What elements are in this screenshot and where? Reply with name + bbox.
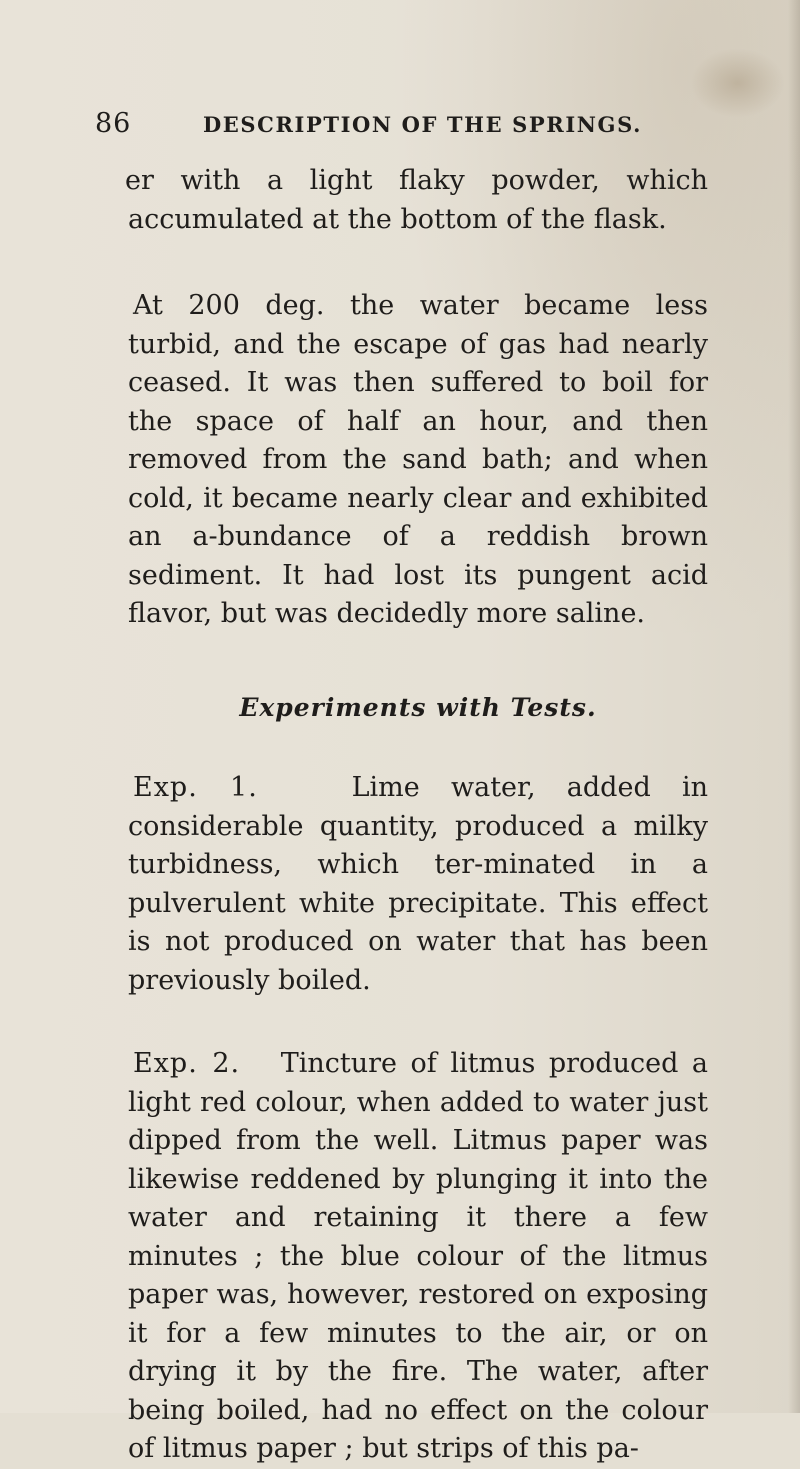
page-number: 86 [95, 108, 132, 139]
section-gap [128, 727, 708, 769]
running-header [95, 108, 715, 142]
experiment-2 [128, 1045, 708, 1469]
section-heading: Experiments with Tests. [239, 692, 597, 722]
experiment-label: Exp. 1. [133, 772, 258, 803]
paragraph-gap [128, 1000, 708, 1045]
experiment-1 [128, 769, 708, 1000]
paragraph-gap [128, 239, 708, 287]
paragraph-continued: er with a light flaky powder, which accumulated at the bottom of the flask. [125, 165, 708, 235]
running-title: DESCRIPTION OF THE SPRINGS. [203, 112, 643, 137]
experiment-text: Lime water, added in considerable quantity, produced a milky turbidness, which ter-minated in a pulverulent white precipitate. This effect is not produced on water that has been previously boiled. [128, 772, 709, 996]
experiment-text: Tincture of litmus produced a light red colour, when added to water just dipped from the well. Litmus paper was likewise reddened by plunging it into the water and retaining it there a few minutes ; the blue colour of the litmus paper was, however, restored on exposing it for a few minutes to the air, or on drying it by the fire. The water, after being boiled, had no effect on the colour of litmus paper ; but strips of this pa- [128, 1048, 708, 1464]
section-gap [128, 634, 708, 689]
page-edge-shadow [788, 0, 800, 1413]
paragraph-boiling: At 200 deg. the water became less turbid, and the escape of gas had nearly ceased. It was then suffered to boil for the space of half an hour, and then removed from the sand bath; and when cold, it became nearly clear and exhibited an a-bundance of a reddish brown sediment. It had lost its pungent acid flavor, but was decidedly more saline. [128, 290, 708, 629]
body-text [125, 162, 709, 1469]
experiment-label: Exp. 2. [133, 1048, 241, 1079]
